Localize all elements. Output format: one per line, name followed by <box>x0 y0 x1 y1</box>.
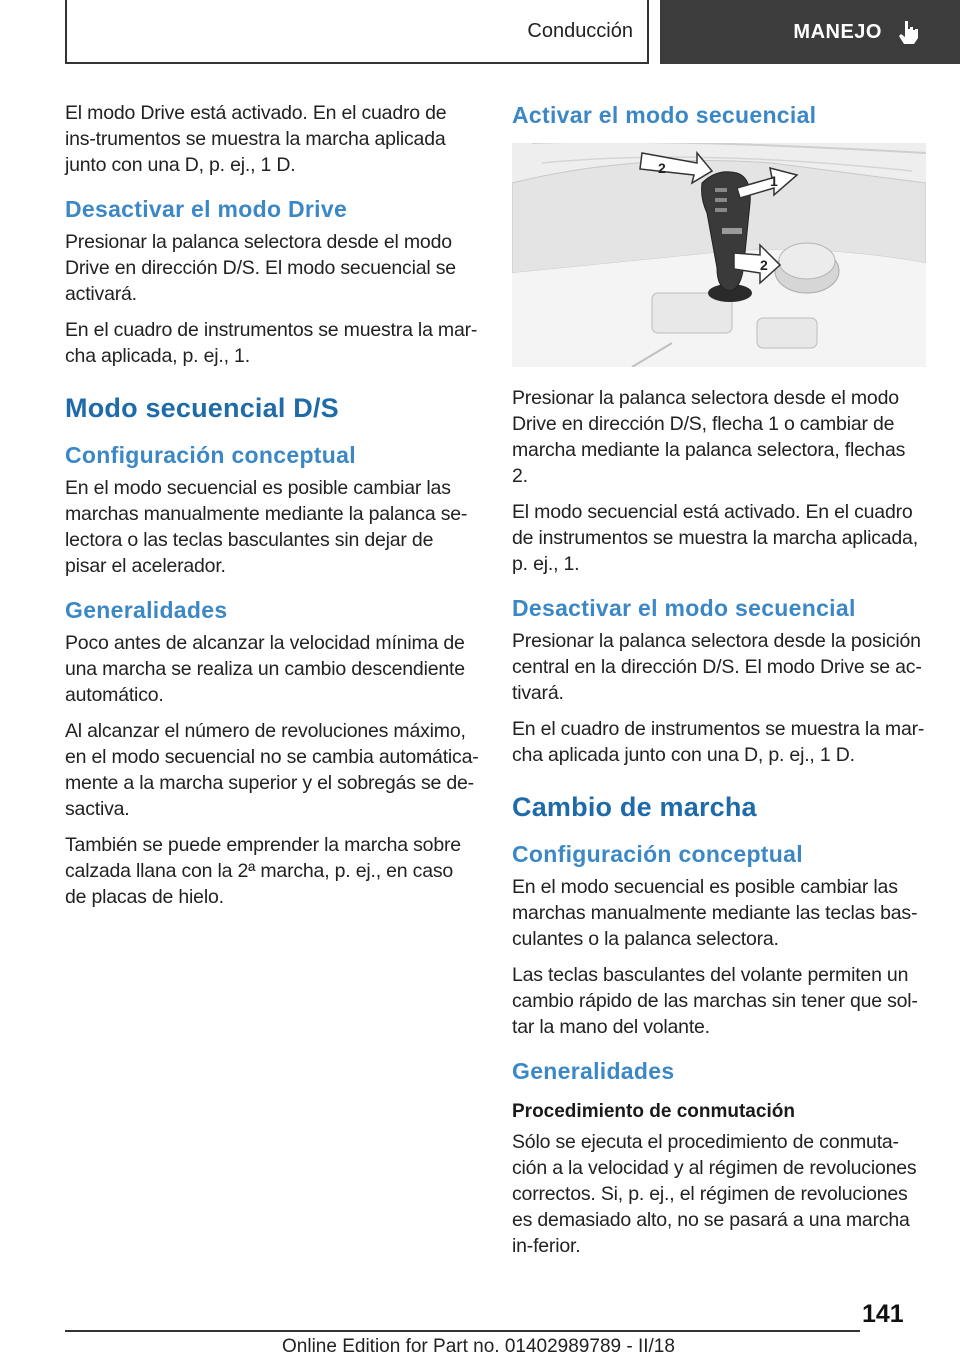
section-title: MANEJO <box>793 20 882 43</box>
heading-procedimiento: Procedimiento de conmutación <box>512 1101 795 1122</box>
heading-configuracion: Configuración conceptual <box>512 841 803 867</box>
footer-divider <box>65 1330 860 1332</box>
heading-activar-secuencial: Activar el modo secuencial <box>512 102 817 128</box>
arrow-label: 2 <box>760 257 768 273</box>
paragraph: También se puede emprender la marcha sobre calzada llana con la 2ª marcha, p. ej., en caso de placas de hielo. <box>65 834 461 908</box>
heading-generalidades: Generalidades <box>512 1058 675 1084</box>
heading-cambio-marcha: Cambio de marcha <box>512 792 757 822</box>
arrow-label: 2 <box>658 160 666 176</box>
paragraph: En el cuadro de instrumentos se muestra la mar-cha aplicada, p. ej., 1. <box>65 319 478 367</box>
paragraph: Sólo se ejecuta el procedimiento de conmuta-ción a la velocidad y al régimen de revoluciones correctos. Si, p. ej., el régimen de revoluciones es demasiado alto, no se pasará a una marcha in-ferior. <box>512 1131 917 1257</box>
paragraph: Las teclas basculantes del volante permiten un cambio rápido de las marchas sin tener que sol-tar la mano del volante. <box>512 964 918 1038</box>
arrow-label: 1 <box>770 173 778 189</box>
edition-text: Online Edition for Part no. 01402989789 - II/18 <box>282 1336 675 1357</box>
paragraph: Presionar la palanca selectora desde el modo Drive en dirección D/S. El modo secuencial se activará. <box>65 231 456 305</box>
heading-desactivar-drive: Desactivar el modo Drive <box>65 196 348 222</box>
paragraph: Poco antes de alcanzar la velocidad mínima de una marcha se realiza un cambio descendiente automático. <box>65 632 465 706</box>
gear-selector-illustration <box>512 143 926 367</box>
chapter-title: Conducción <box>527 19 633 42</box>
right-column <box>512 100 926 1269</box>
paragraph: Presionar la palanca selectora desde el modo Drive en dirección D/S, flecha 1 o cambiar de marcha mediante la palanca selectora, flechas 2. <box>512 387 906 487</box>
page-number: 141 <box>862 1300 904 1328</box>
section-header <box>660 0 960 64</box>
heading-modo-secuencial: Modo secuencial D/S <box>65 393 339 423</box>
heading-generalidades: Generalidades <box>65 597 228 623</box>
paragraph: Presionar la palanca selectora desde la posición central en la dirección D/S. El modo Drive se ac-tivará. <box>512 630 922 704</box>
paragraph: En el modo secuencial es posible cambiar las marchas manualmente mediante la palanca se-lectora o las teclas basculantes sin dejar de pisar el acelerador. <box>65 477 468 577</box>
paragraph: El modo secuencial está activado. En el cuadro de instrumentos se muestra la marcha aplicada, p. ej., 1. <box>512 501 918 575</box>
hand-pointer-icon <box>896 19 920 45</box>
heading-configuracion: Configuración conceptual <box>65 442 356 468</box>
heading-desactivar-secuencial: Desactivar el modo secuencial <box>512 595 856 621</box>
paragraph: En el cuadro de instrumentos se muestra la mar-cha aplicada junto con una D, p. ej., 1 D. <box>512 718 925 766</box>
paragraph: El modo Drive está activado. En el cuadro de ins-trumentos se muestra la marcha aplicada junto con una D, p. ej., 1 D. <box>65 102 447 176</box>
paragraph: Al alcanzar el número de revoluciones máximo, en el modo secuencial no se cambia automática-mente a la marcha superior y el sobregás se de-sactiva. <box>65 720 479 820</box>
gear-selector-drawing <box>512 143 926 367</box>
paragraph: En el modo secuencial es posible cambiar las marchas manualmente mediante las teclas bas-culantes o la palanca selectora. <box>512 876 918 950</box>
chapter-header <box>65 0 649 64</box>
left-column <box>65 100 479 920</box>
